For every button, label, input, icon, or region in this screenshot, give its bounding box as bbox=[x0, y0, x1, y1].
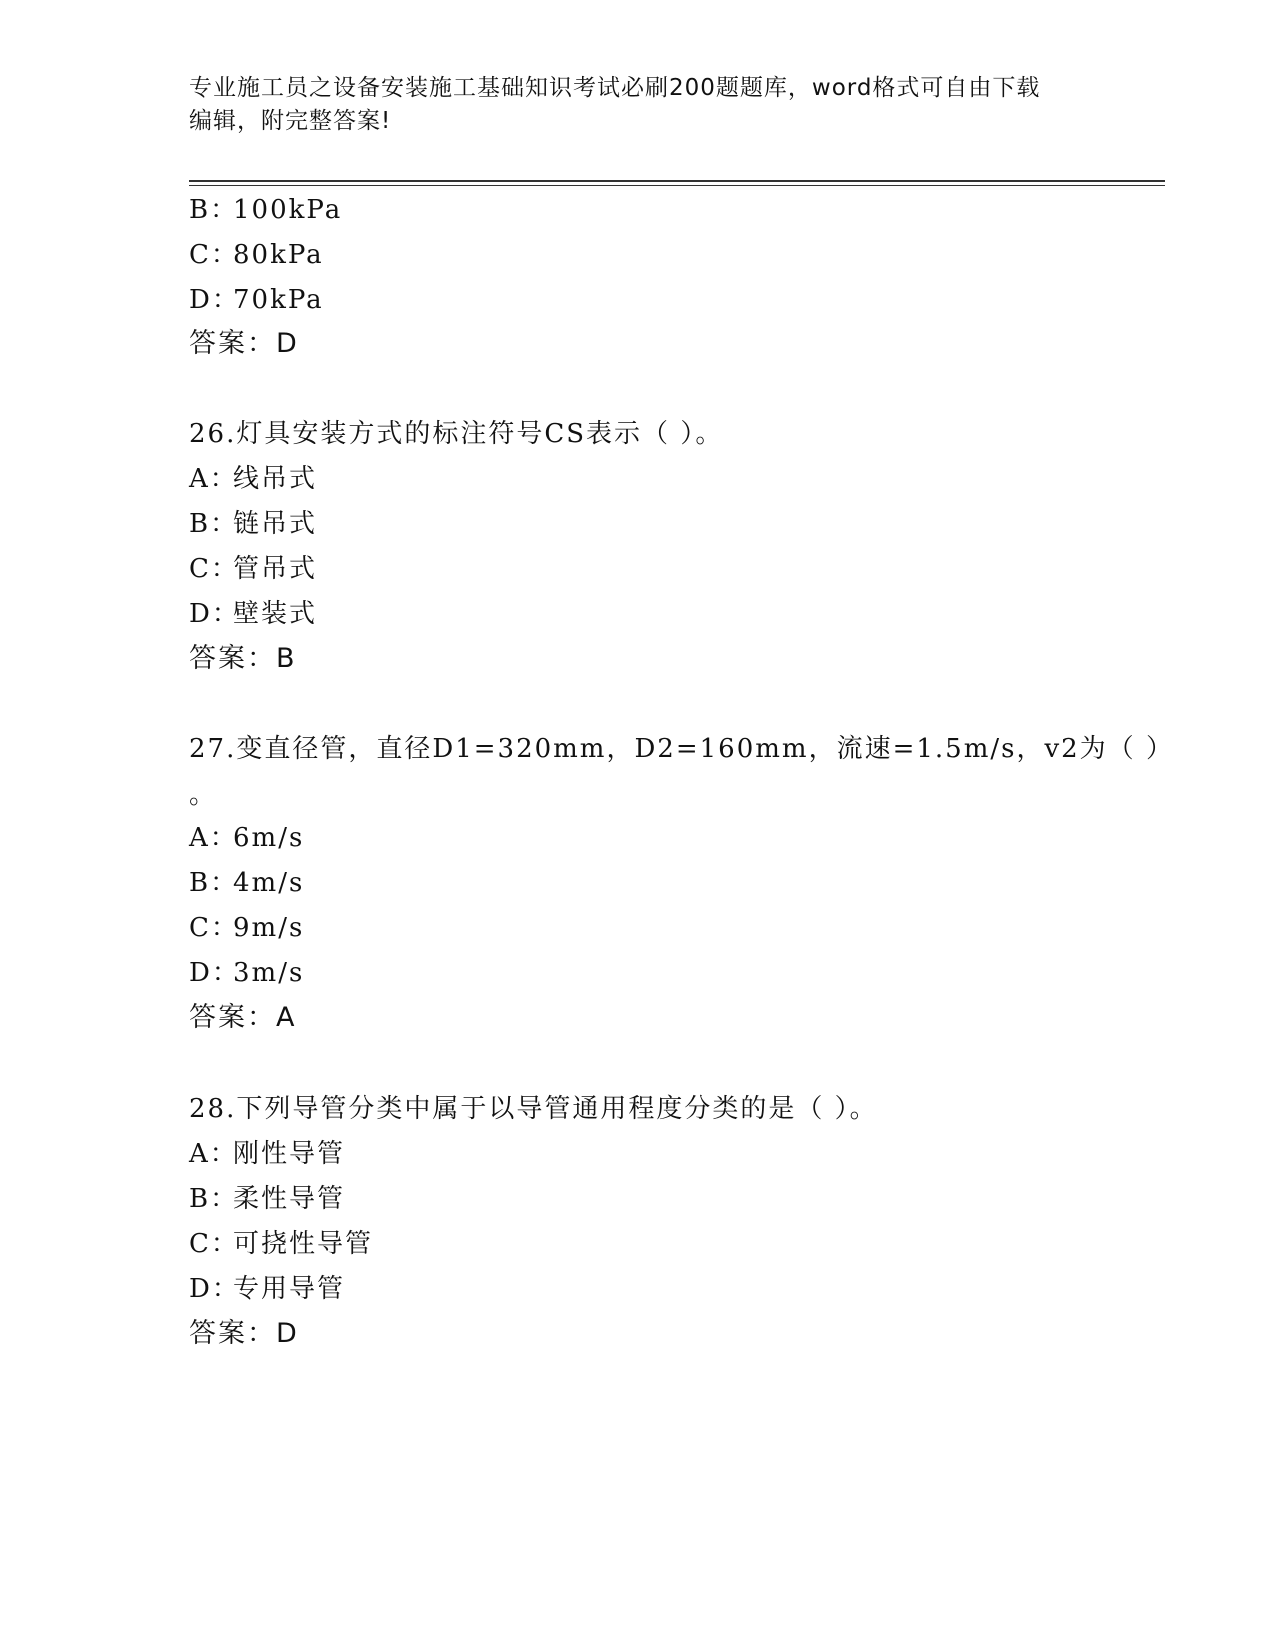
option-c bbox=[189, 553, 317, 585]
option-text: 柔性导管 bbox=[233, 1184, 346, 1214]
option-label: D： bbox=[189, 285, 240, 315]
question-stem-27-continued: 。 bbox=[189, 780, 218, 810]
answer-line: 答案：A bbox=[189, 1002, 297, 1033]
option-text: 壁装式 bbox=[233, 599, 318, 629]
option-label: A： bbox=[189, 464, 238, 494]
option-label: C： bbox=[189, 1229, 239, 1259]
option-b bbox=[189, 1183, 345, 1215]
option-text: 线吊式 bbox=[233, 464, 318, 494]
header-title-line1: 专业施工员之设备安装施工基础知识考试必刷200题题库，word格式可自由下载 bbox=[189, 75, 1041, 101]
option-a bbox=[189, 1138, 345, 1170]
answer-line: 答案：B bbox=[189, 643, 297, 674]
option-d bbox=[189, 284, 324, 316]
option-d bbox=[189, 1273, 345, 1305]
answer-line: 答案：D bbox=[189, 1318, 299, 1349]
option-c bbox=[189, 239, 324, 271]
option-label: C： bbox=[189, 240, 239, 270]
option-a bbox=[189, 463, 317, 495]
option-text: 70kPa bbox=[233, 285, 324, 315]
option-label: B： bbox=[189, 509, 239, 539]
option-text: 专用导管 bbox=[233, 1274, 346, 1304]
option-d bbox=[189, 957, 304, 989]
option-text: 管吊式 bbox=[233, 554, 318, 584]
option-label: C： bbox=[189, 554, 239, 584]
question-stem-26: 26.灯具安装方式的标注符号CS表示（ ）。 bbox=[189, 419, 724, 449]
option-b bbox=[189, 867, 304, 899]
option-text: 3m/s bbox=[233, 958, 305, 988]
option-label: A： bbox=[189, 823, 238, 853]
option-label: D： bbox=[189, 958, 240, 988]
option-a bbox=[189, 822, 304, 854]
option-text: 6m/s bbox=[233, 823, 305, 853]
option-label: D： bbox=[189, 1274, 240, 1304]
option-text: 80kPa bbox=[233, 240, 324, 270]
option-b bbox=[189, 508, 317, 540]
option-text: 4m/s bbox=[233, 868, 305, 898]
question-stem-27: 27.变直径管，直径D1=320mm，D2=160mm，流速=1.5m/s，v2为（ ） bbox=[189, 734, 1174, 764]
option-label: B： bbox=[189, 1184, 239, 1214]
option-text: 刚性导管 bbox=[233, 1139, 346, 1169]
option-c bbox=[189, 912, 304, 944]
option-b bbox=[189, 194, 342, 226]
option-text: 链吊式 bbox=[233, 509, 318, 539]
question-stem-28: 28.下列导管分类中属于以导管通用程度分类的是（ ）。 bbox=[189, 1094, 878, 1124]
document-header bbox=[189, 72, 1089, 138]
header-rule-bottom bbox=[189, 185, 1165, 186]
option-d bbox=[189, 598, 317, 630]
option-label: C： bbox=[189, 913, 239, 943]
option-label: D： bbox=[189, 599, 240, 629]
option-label: B： bbox=[189, 195, 239, 225]
answer-line: 答案：D bbox=[189, 328, 299, 359]
option-label: A： bbox=[189, 1139, 238, 1169]
option-c bbox=[189, 1228, 373, 1260]
option-label: B： bbox=[189, 868, 239, 898]
option-text: 100kPa bbox=[233, 195, 343, 225]
header-rule-top bbox=[189, 180, 1165, 182]
header-title-line2: 编辑，附完整答案! bbox=[189, 108, 392, 134]
option-text: 9m/s bbox=[233, 913, 305, 943]
option-text: 可挠性导管 bbox=[233, 1229, 374, 1259]
